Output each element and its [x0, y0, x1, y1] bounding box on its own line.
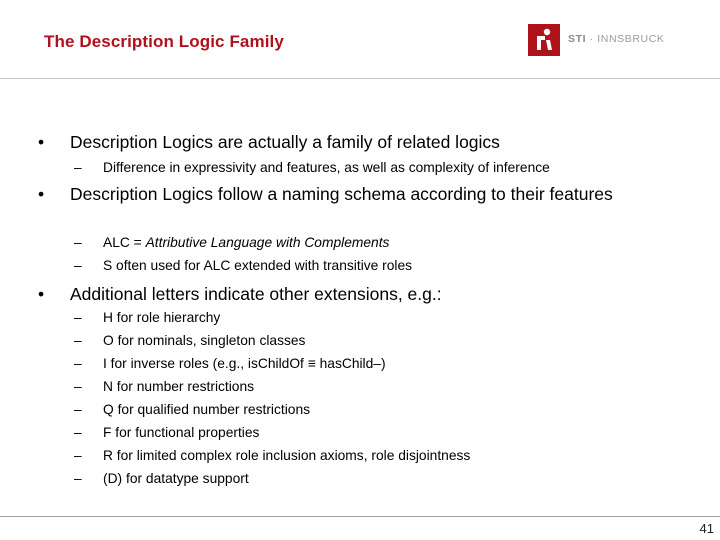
header-divider	[0, 78, 720, 79]
dash-marker: –	[74, 379, 82, 394]
dash-marker: –	[74, 425, 82, 440]
sub-bullet-text: (D) for datatype support	[103, 471, 249, 486]
bullet-text: Description Logics are actually a family of related logics	[70, 132, 500, 152]
alc-prefix: ALC =	[103, 235, 146, 250]
sti-innsbruck-logo	[528, 24, 678, 60]
sub-bullet-text: S often used for ALC extended with transitive roles	[103, 258, 413, 273]
logo-mark-icon	[528, 24, 560, 56]
dash-marker: –	[74, 160, 82, 175]
sub-bullet-text: Difference in expressivity and features, as well as complexity of inference	[103, 160, 550, 175]
sub-bullet-text: H for role hierarchy	[103, 310, 221, 325]
dash-marker: –	[74, 310, 82, 325]
sub-bullet-text: N for number restrictions	[103, 379, 255, 394]
bullet-marker: •	[38, 284, 45, 304]
slide-title: The Description Logic Family	[44, 32, 284, 51]
sub-bullet-text: Q for qualified number restrictions	[103, 402, 311, 417]
footer-divider	[0, 516, 720, 517]
bullet-text: Description Logics follow a naming schema according to their features	[70, 184, 613, 204]
dash-marker: –	[74, 235, 82, 250]
logo-text	[568, 33, 665, 45]
sub-bullet-text: I for inverse roles (e.g., isChildOf ≡ hasChild–)	[103, 356, 386, 371]
dash-marker: –	[74, 356, 82, 371]
sub-bullet-text: R for limited complex role inclusion axioms, role disjointness	[103, 448, 471, 463]
dash-marker: –	[74, 448, 82, 463]
alc-meaning: Attributive Language with Complements	[145, 235, 390, 250]
dash-marker: –	[74, 471, 82, 486]
logo-text-secondary: · INNSBRUCK	[586, 33, 665, 45]
bullet-marker: •	[38, 184, 45, 204]
dash-marker: –	[74, 402, 82, 417]
sub-bullet-text: O for nominals, singleton classes	[103, 333, 306, 348]
dash-marker: –	[74, 258, 82, 273]
page-number: 41	[699, 521, 714, 536]
logo-text-primary: STI	[568, 33, 587, 45]
sub-bullet-text: F for functional properties	[103, 425, 260, 440]
dash-marker: –	[74, 333, 82, 348]
bullet-marker: •	[38, 132, 45, 152]
bullet-text: Additional letters indicate other extensions, e.g.:	[70, 284, 442, 304]
sub-bullet-text	[103, 234, 389, 252]
